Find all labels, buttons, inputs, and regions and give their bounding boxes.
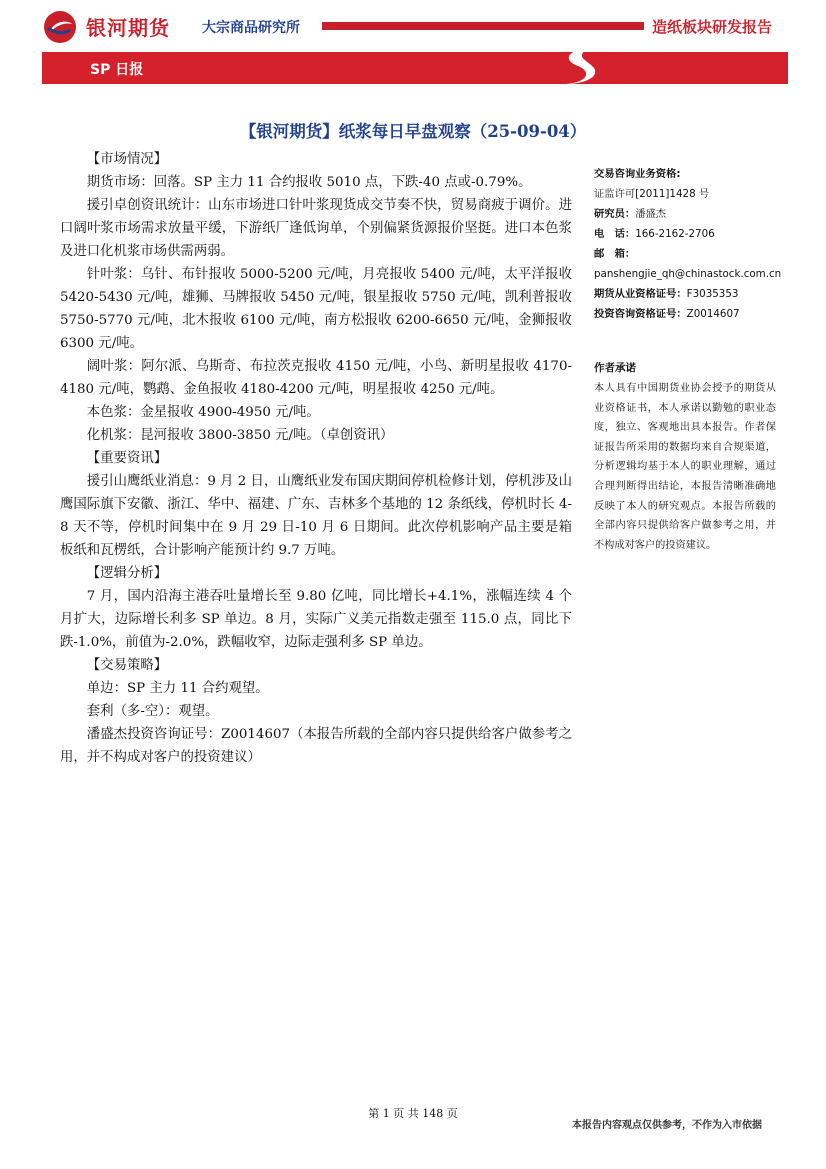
researcher-label: 研究员：	[594, 208, 636, 220]
section-heading-news: 【重要资讯】	[86, 451, 168, 466]
paragraph-futures: 期货市场：回落。SP 主力 11 合约报收 5010 点，下跌-40 点或-0.79%。	[86, 175, 532, 190]
brand-name: 银河期货	[86, 16, 170, 40]
section-heading-strategy: 【交易策略】	[86, 658, 168, 673]
paragraph-softwood: 针叶浆：乌针、布针报收 5000-5200 元/吨，月亮报收 5400 元/吨，太平洋报收 5420-5430 元/吨，雄狮、马牌报收 5450 元/吨，银星报收 5750 元/吨，凯利普报收 5750-5770 元/吨，北木报收 6100 元/吨，南方松报收 6200-6650 元/吨，金狮报收 6300 元/吨。	[60, 267, 572, 351]
page-number: 第 1 页 共 148 页	[368, 1107, 458, 1120]
galaxy-logo-icon	[42, 10, 78, 44]
pledge-title: 作者承诺	[594, 362, 636, 374]
paragraph-analyst-note: 潘盛杰投资咨询证号：Z0014607（本报告所载的全部内容只提供给客户做参考之用，并不构成对客户的投资建议）	[60, 727, 572, 765]
paragraph-hardwood: 阔叶浆：阿尔派、乌斯奇、布拉茨克报收 4150 元/吨，小鸟、新明星报收 4170-4180 元/吨，鹦鹉、金鱼报收 4180-4200 元/吨，明星报收 4250 元/吨。	[60, 359, 572, 397]
phone-label: 电 话：	[594, 228, 636, 240]
paragraph-news: 援引山鹰纸业消息：9 月 2 日，山鹰纸业发布国庆期间停机检修计划，停机涉及山鹰国际旗下安徽、浙江、华中、福建、广东、吉林多个基地的 12 条纸线，停机时长 4-8 天不等，停机时间集中在 9 月 29 日-10 月 6 日期间。此次停机影响产品主要是箱板纸和瓦楞纸，合计影响产能预计约 9.7 万吨。	[60, 474, 572, 558]
license-number: 证监许可[2011]1428 号	[594, 188, 710, 200]
report-body	[60, 148, 572, 769]
paragraph-single-side: 单边：SP 主力 11 合约观望。	[86, 681, 269, 696]
paragraph-ctmp: 化机浆：昆河报收 3800-3850 元/吨。（卓创资讯）	[86, 428, 394, 443]
section-heading-logic: 【逻辑分析】	[86, 566, 168, 581]
analyst-info	[594, 164, 784, 324]
email-label: 邮 箱：	[594, 248, 636, 260]
researcher-name: 潘盛杰	[635, 208, 667, 220]
paragraph-spot-summary: 援引卓创资讯统计：山东市场进口针叶浆现货成交节奏不快，贸易商疲于调价。进口阔叶浆市场需求放量平缓，下游纸厂逢低询单，个别偏紧货源报价坚挺。进口本色浆及进口化机浆市场供需两弱。	[60, 198, 572, 259]
swoosh-icon	[548, 44, 608, 88]
document-title: 【银河期货】纸浆每日早盘观察（25-09-04）	[239, 122, 587, 141]
qualification-title: 交易咨询业务资格:	[594, 168, 681, 180]
phone-number: 166-2162-2706	[635, 228, 715, 240]
advisory-cert-number: Z0014607	[686, 308, 740, 320]
paragraph-arbitrage: 套利（多-空）：观望。	[86, 704, 219, 719]
section-heading-market: 【市场情况】	[86, 152, 168, 167]
pledge-text: 本人具有中国期货业协会授予的期货从业资格证书，本人承诺以勤勉的职业态度，独立、客观地出具本报告。作者保证报告所采用的数据均来自合规渠道，分析逻辑均基于本人的职业理解，通过合理判断得出结论，本报告清晰准确地反映了本人的研究观点。本报告所载的全部内容只提供给客户做参考之用，并不构成对客户的投资建议。	[594, 383, 776, 551]
band-label: SP 日报	[90, 62, 144, 78]
footer-disclaimer: 本报告内容观点仅供参考，不作为入市依据	[572, 1120, 762, 1131]
institute-name: 大宗商品研究所	[202, 20, 300, 36]
email-address[interactable]: panshengjie_qh@chinastock.com.cn	[594, 268, 782, 280]
paragraph-logic: 7 月，国内沿海主港吞吐量增长至 9.80 亿吨，同比增长+4.1%，涨幅连续 4 个月扩大，边际增长利多 SP 单边。8 月，实际广义美元指数走强至 115.0 点，同比下跌-1.0%，前值为-2.0%，跌幅收窄，边际走强利多 SP 单边。	[60, 589, 572, 650]
paragraph-unbleached: 本色浆：金星报收 4900-4950 元/吨。	[86, 405, 320, 420]
futures-cert-number: F3035353	[686, 288, 739, 300]
header-divider	[322, 22, 644, 30]
header-band	[42, 52, 788, 84]
futures-cert-label: 期货从业资格证号：	[594, 288, 687, 300]
report-type: 造纸板块研发报告	[652, 18, 773, 36]
advisory-cert-label: 投资咨询资格证号：	[594, 308, 687, 320]
